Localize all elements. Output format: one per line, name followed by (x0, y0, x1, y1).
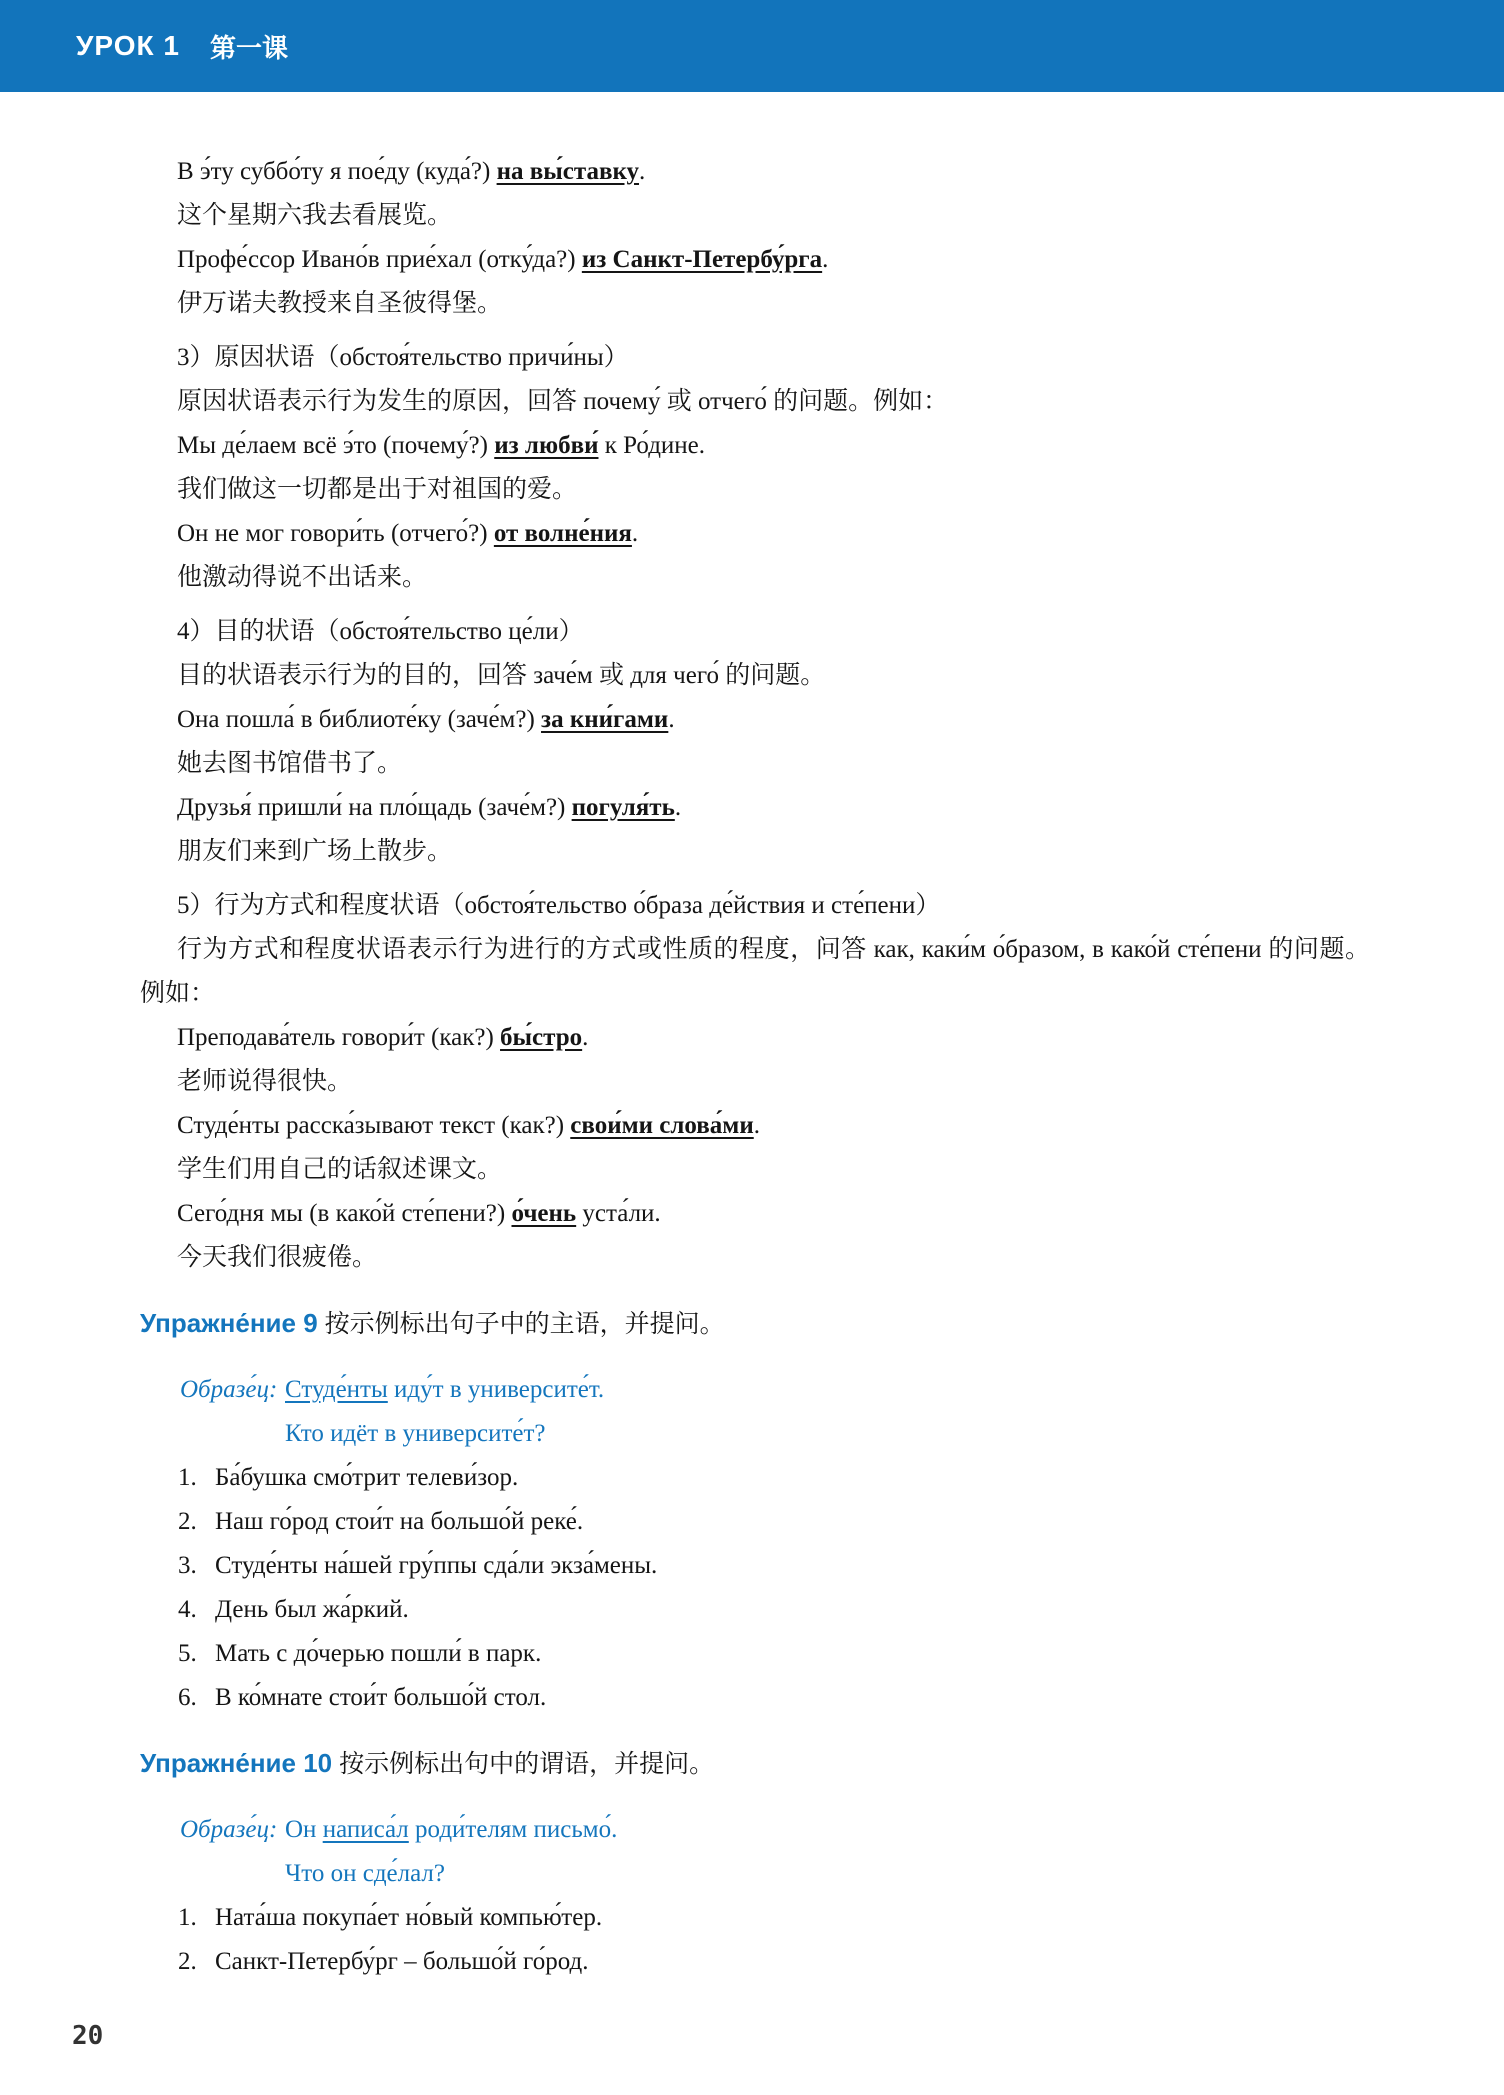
chinese-translation (140, 1236, 1370, 1280)
section-explanation (140, 928, 1370, 1016)
section-heading (140, 610, 1370, 654)
section-heading (140, 336, 1370, 380)
text-segments: Ната́ша покупа́ет но́вый компью́тер. (215, 1904, 603, 1931)
text-segments: Студе́нты иду́т в университе́т. (285, 1376, 605, 1403)
text-segments: Что он сде́лал? (285, 1860, 445, 1887)
russian-sentence (140, 1192, 1370, 1236)
exercise-item (178, 1588, 1370, 1632)
list-number: 1. (178, 1904, 197, 1931)
chinese-translation (140, 194, 1370, 238)
text-segments: Он не мог говори́ть (отчего́?) от волне́ния. (177, 520, 639, 547)
text-segments: 今天我们很疲倦。 (177, 1244, 378, 1271)
page-header-bar (0, 0, 1504, 92)
exercise-sample (180, 1368, 1370, 1412)
chinese-translation (140, 556, 1370, 600)
text-segments: Санкт-Петербу́рг – большо́й го́род. (215, 1948, 589, 1975)
text-segments: Сего́дня мы (в како́й сте́пени?) о́чень уста́ли. (177, 1200, 661, 1227)
text-segments: Она пошла́ в библиоте́ку (заче́м?) за кни́гами. (177, 706, 675, 733)
section-explanation (140, 654, 1370, 698)
exercise-item (178, 1896, 1370, 1940)
text-segments: Мы де́лаем всё э́то (почему́?) из любви́ к Ро́дине. (177, 432, 706, 459)
text-segments: Он написа́л роди́телям письмо́. (285, 1816, 618, 1843)
exercise-heading (140, 1301, 1370, 1346)
list-number: 1. (178, 1464, 197, 1491)
text-segments: В ко́мнате стои́т большо́й стол. (215, 1684, 547, 1711)
list-number: 3. (178, 1552, 197, 1579)
chinese-translation (140, 830, 1370, 874)
russian-sentence (140, 1104, 1370, 1148)
russian-sentence (140, 786, 1370, 830)
text-segments: 5）行为方式和程度状语（обстоя́тельство о́браза де́йствия и сте́пени） (177, 892, 941, 919)
sample-label: Образе́ц: (180, 1816, 278, 1843)
text-segments: 朋友们来到广场上散步。 (177, 838, 453, 865)
text-segments: Студе́нты на́шей гру́ппы сда́ли экза́мены. (215, 1552, 658, 1579)
text-segments: 行为方式和程度状语表示行为进行的方式或性质的程度，问答 как, каки́м о́бразом, в како́й сте́пени 的问题。例如： (140, 936, 1370, 1007)
russian-sentence (140, 512, 1370, 556)
chinese-translation (140, 282, 1370, 326)
text-segments: Упражне́ние 10 按示例标出句中的谓语，并提问。 (140, 1748, 715, 1778)
text-segments: Кто идёт в университе́т? (285, 1420, 546, 1447)
russian-sentence (140, 698, 1370, 742)
text-segments: 原因状语表示行为发生的原因，回答 почему́ 或 отчего́ 的问题。例如： (177, 388, 949, 415)
text-segments: Ба́бушка смо́трит телеви́зор. (215, 1464, 519, 1491)
russian-sentence (140, 424, 1370, 468)
exercise-heading (140, 1741, 1370, 1786)
list-number: 4. (178, 1596, 197, 1623)
text-segments: 他激动得说不出话来。 (177, 564, 428, 591)
list-number: 2. (178, 1508, 197, 1535)
text-segments: 老师说得很快。 (177, 1068, 353, 1095)
lesson-title-ru: УРОК 1 (76, 30, 180, 61)
text-segments: Упражне́ние 9 按示例标出句子中的主语，并提问。 (140, 1308, 725, 1338)
page-content (0, 92, 1504, 1984)
page-number: 20 (72, 2021, 104, 2051)
text-segments: Друзья́ пришли́ на пло́щадь (заче́м?) погуля́ть. (177, 794, 682, 821)
exercise-item (178, 1500, 1370, 1544)
text-segments: Наш го́род стои́т на большо́й реке́. (215, 1508, 584, 1535)
text-segments: 我们做这一切都是出于对祖国的爱。 (177, 476, 578, 503)
exercise-sample (180, 1808, 1370, 1852)
text-segments: 她去图书馆借书了。 (177, 750, 403, 777)
text-segments: 4）目的状语（обстоя́тельство це́ли） (177, 618, 584, 645)
text-segments: 目的状语表示行为的目的，回答 заче́м 或 для чего́ 的问题。 (177, 662, 826, 689)
exercise-sample-question (285, 1412, 1370, 1456)
text-segments: Преподава́тель говори́т (как?) бы́стро. (177, 1024, 589, 1051)
exercise-item (178, 1456, 1370, 1500)
text-segments: В э́ту суббо́ту я пое́ду (куда́?) на вы́ставку. (177, 158, 646, 185)
russian-sentence (140, 1016, 1370, 1060)
list-number: 6. (178, 1684, 197, 1711)
russian-sentence (140, 150, 1370, 194)
exercise-item (178, 1676, 1370, 1720)
exercise-item (178, 1940, 1370, 1984)
text-segments: 3）原因状语（обстоя́тельство причи́ны） (177, 344, 629, 371)
exercise-sample-question (285, 1852, 1370, 1896)
section-explanation (140, 380, 1370, 424)
sample-label: Образе́ц: (180, 1376, 278, 1403)
text-segments: 这个星期六我去看展览。 (177, 202, 453, 229)
chinese-translation (140, 1148, 1370, 1192)
text-segments: Профе́ссор Ивано́в прие́хал (отку́да?) из Санкт-Петербу́рга. (177, 246, 829, 273)
chinese-translation (140, 742, 1370, 786)
exercise-item (178, 1544, 1370, 1588)
russian-sentence (140, 238, 1370, 282)
chinese-translation (140, 468, 1370, 512)
list-number: 2. (178, 1948, 197, 1975)
exercise-item (178, 1632, 1370, 1676)
text-segments: Мать с до́черью пошли́ в парк. (215, 1640, 542, 1667)
section-heading (140, 884, 1370, 928)
list-number: 5. (178, 1640, 197, 1667)
text-segments: 学生们用自己的话叙述课文。 (177, 1156, 503, 1183)
chinese-translation (140, 1060, 1370, 1104)
text-segments: Студе́нты расска́зывают текст (как?) свои́ми слова́ми. (177, 1112, 760, 1139)
text-segments: День был жа́ркий. (215, 1596, 409, 1623)
lesson-title-cn: 第一课 (209, 32, 288, 63)
text-segments: 伊万诺夫教授来自圣彼得堡。 (177, 290, 503, 317)
